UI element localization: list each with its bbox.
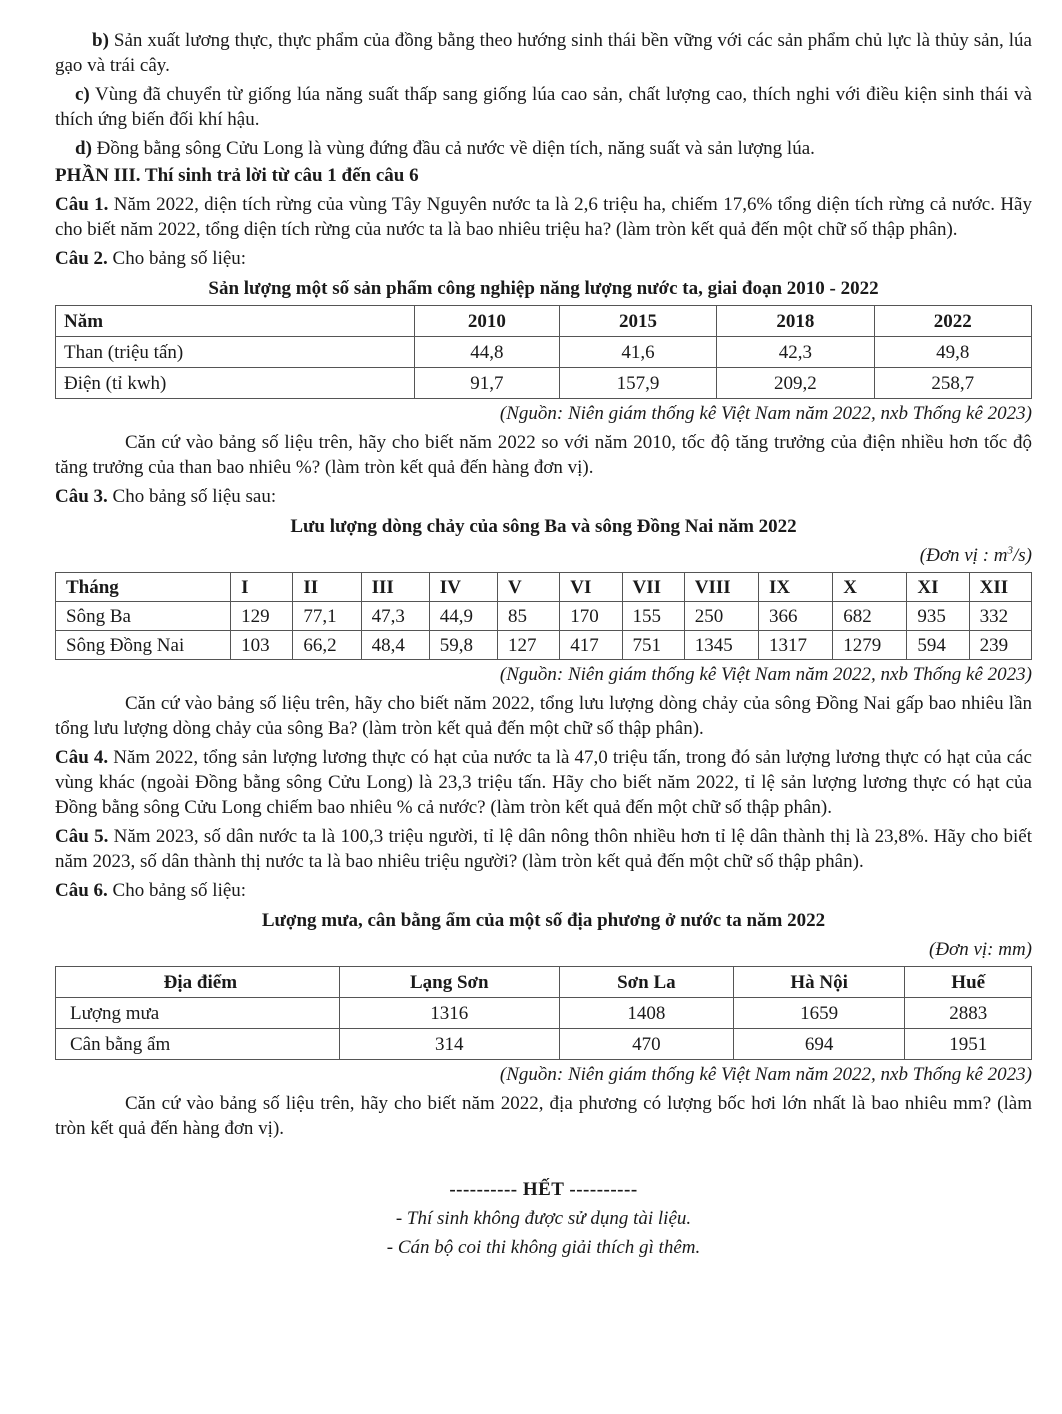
- footer-note: - Cán bộ coi thi không giải thích gì thêm.: [386, 1237, 701, 1258]
- question-6-text: Cho bảng số liệu:: [107, 880, 247, 901]
- table-cell: 366: [758, 602, 832, 631]
- table-6-title: Lượng mưa, cân bằng ẩm của một số địa phương ở nước ta năm 2022: [261, 910, 826, 931]
- table-cell: 66,2: [293, 631, 361, 660]
- table-cell: 41,6: [559, 337, 716, 368]
- table-cell: Sông Đồng Nai: [56, 631, 231, 660]
- table-cell: 2022: [874, 306, 1031, 337]
- table-row: [56, 602, 1032, 631]
- table-cell: II: [293, 573, 361, 602]
- rainfall-table: [55, 966, 1032, 1060]
- table-cell: Sông Ba: [56, 602, 231, 631]
- table-cell: 1316: [339, 998, 559, 1029]
- table-cell: 694: [733, 1029, 905, 1060]
- table-cell: 751: [622, 631, 684, 660]
- table-cell: 470: [559, 1029, 733, 1060]
- statement-d-label: d): [75, 138, 92, 159]
- question-1-text: Năm 2022, diện tích rừng của vùng Tây Nguyên nước ta là 2,6 triệu ha, chiếm 17,6% tổng diện tích rừng cả nước. Hãy cho biết năm 2022, tổng diện tích rừng của nước ta là bao nhiêu triệu ha? (làm tròn kết quả đến một chữ số thập phân).: [55, 194, 1032, 240]
- table-row: [56, 1029, 1032, 1060]
- table-cell: 157,9: [559, 368, 716, 399]
- table-cell: 1408: [559, 998, 733, 1029]
- question-4-label: Câu 4.: [55, 747, 109, 768]
- table-cell: Tháng: [56, 573, 231, 602]
- table-header-row: [56, 573, 1032, 602]
- table-cell: 59,8: [429, 631, 497, 660]
- table-cell: 258,7: [874, 368, 1031, 399]
- table-header-row: [56, 306, 1032, 337]
- question-5: [55, 824, 1032, 874]
- table-2-title: Sản lượng một số sản phẩm công nghiệp năng lượng nước ta, giai đoạn 2010 - 2022: [208, 278, 879, 299]
- table-row: [56, 368, 1032, 399]
- table-cell: X: [833, 573, 907, 602]
- question-2-label: Câu 2.: [55, 248, 108, 269]
- table-cell: 48,4: [361, 631, 429, 660]
- question-5-text: Năm 2023, số dân nước ta là 100,3 triệu người, tỉ lệ dân nông thôn nhiều hơn tỉ lệ dân thành thị là 23,8%. Hãy cho biết năm 2023, số dân thành thị nước ta là bao nhiêu triệu người? (làm tròn kết quả đến một chữ số thập phân).: [55, 826, 1032, 872]
- table-cell: 314: [339, 1029, 559, 1060]
- table-6-unit: (Đơn vị: mm): [929, 939, 1032, 960]
- statement-d: [55, 136, 1032, 161]
- statement-c-label: c): [75, 84, 90, 105]
- question-2: [55, 246, 1032, 271]
- table-cell: IX: [758, 573, 832, 602]
- table-cell: 209,2: [717, 368, 874, 399]
- river-flow-table: [55, 572, 1032, 660]
- table-3-title: Lưu lượng dòng chảy của sông Ba và sông Đồng Nai năm 2022: [290, 516, 797, 537]
- table-cell: VII: [622, 573, 684, 602]
- question-3-prompt: Căn cứ vào bảng số liệu trên, hãy cho biết năm 2022, tổng lưu lượng dòng chảy của sông Đồng Nai gấp bao nhiêu lần tổng lưu lượng dòng chảy của sông Ba? (làm tròn kết quả đến một chữ số thập phân).: [55, 693, 1032, 739]
- table-row: [56, 337, 1032, 368]
- question-6-label: Câu 6.: [55, 880, 108, 901]
- question-1-label: Câu 1.: [55, 194, 109, 215]
- question-4-text: Năm 2022, tổng sản lượng lương thực có hạt của nước ta là 47,0 triệu tấn, trong đó sản lượng lương thực có hạt của các vùng khác (ngoài Đồng bằng sông Cửu Long) là 23,3 triệu tấn. Hãy cho biết năm 2022, tỉ lệ sản lượng lương thực có hạt của Đồng bằng sông Cửu Long chiếm bao nhiêu % cả nước? (làm tròn kết quả đến một chữ số thập phân).: [55, 747, 1032, 818]
- question-6-prompt: Căn cứ vào bảng số liệu trên, hãy cho biết năm 2022, địa phương có lượng bốc hơi lớn nhất là bao nhiêu mm? (làm tròn kết quả đến hàng đơn vị).: [55, 1093, 1032, 1139]
- table-cell: 42,3: [717, 337, 874, 368]
- table-cell: 44,9: [429, 602, 497, 631]
- table-cell: 1659: [733, 998, 905, 1029]
- table-6-source: (Nguồn: Niên giám thống kê Việt Nam năm 2022, nxb Thống kê 2023): [499, 1064, 1032, 1085]
- table-cell: 594: [907, 631, 969, 660]
- unit-prefix: (Đơn vị : m: [919, 545, 1008, 566]
- energy-table: [55, 305, 1032, 399]
- question-2-text: Cho bảng số liệu:: [107, 248, 247, 269]
- table-cell: 1279: [833, 631, 907, 660]
- table-cell: 170: [560, 602, 622, 631]
- table-cell: Than (triệu tấn): [56, 337, 415, 368]
- question-5-label: Câu 5.: [55, 826, 109, 847]
- question-2-prompt: Căn cứ vào bảng số liệu trên, hãy cho biết năm 2022 so với năm 2010, tốc độ tăng trưởng của điện nhiều hơn tốc độ tăng trưởng của than bao nhiêu %? (làm tròn kết quả đến hàng đơn vị).: [55, 432, 1032, 478]
- table-cell: 1317: [758, 631, 832, 660]
- table-cell: 2010: [414, 306, 559, 337]
- statement-b-label: b): [92, 30, 109, 51]
- table-row: [56, 998, 1032, 1029]
- question-6: [55, 878, 1032, 903]
- table-cell: Điện (tỉ kwh): [56, 368, 415, 399]
- table-cell: 2018: [717, 306, 874, 337]
- table-cell: 127: [498, 631, 560, 660]
- table-cell: 2883: [905, 998, 1032, 1029]
- question-3-text: Cho bảng số liệu sau:: [107, 486, 277, 507]
- table-header-row: [56, 967, 1032, 998]
- statement-b-text: Sản xuất lương thực, thực phẩm của đồng bằng theo hướng sinh thái bền vững với các sản phẩm chủ lực là thủy sản, lúa gạo và trái cây.: [55, 30, 1032, 76]
- end-mark: ---------- HẾT ----------: [449, 1179, 638, 1200]
- table-cell: 250: [684, 602, 758, 631]
- question-3: [55, 484, 1032, 509]
- table-cell: 103: [231, 631, 293, 660]
- table-row: [56, 631, 1032, 660]
- table-cell: 49,8: [874, 337, 1031, 368]
- table-cell: 129: [231, 602, 293, 631]
- question-4: [55, 745, 1032, 820]
- table-cell: 239: [969, 631, 1031, 660]
- table-cell: Huế: [905, 967, 1032, 998]
- question-1: [55, 192, 1032, 242]
- table-cell: Năm: [56, 306, 415, 337]
- table-cell: 91,7: [414, 368, 559, 399]
- table-cell: III: [361, 573, 429, 602]
- table-3-source: (Nguồn: Niên giám thống kê Việt Nam năm 2022, nxb Thống kê 2023): [499, 664, 1032, 685]
- table-cell: XI: [907, 573, 969, 602]
- table-cell: 935: [907, 602, 969, 631]
- table-cell: Sơn La: [559, 967, 733, 998]
- statement-c-text: Vùng đã chuyển từ giống lúa năng suất thấp sang giống lúa cao sản, chất lượng cao, thích nghi với điều kiện sinh thái và thích ứng biến đối khí hậu.: [55, 84, 1032, 130]
- table-cell: 417: [560, 631, 622, 660]
- table-cell: Cân bằng ẩm: [56, 1029, 340, 1060]
- table-cell: V: [498, 573, 560, 602]
- question-3-label: Câu 3.: [55, 486, 108, 507]
- unit-suffix: /s): [1013, 545, 1032, 566]
- table-cell: 44,8: [414, 337, 559, 368]
- table-cell: 85: [498, 602, 560, 631]
- table-cell: VIII: [684, 573, 758, 602]
- table-cell: Lạng Sơn: [339, 967, 559, 998]
- table-cell: Lượng mưa: [56, 998, 340, 1029]
- statement-c: [55, 82, 1032, 132]
- table-2-source: (Nguồn: Niên giám thống kê Việt Nam năm 2022, nxb Thống kê 2023): [499, 403, 1032, 424]
- unit-superscript: 3: [1007, 544, 1013, 557]
- table-cell: 155: [622, 602, 684, 631]
- table-3-unit: [55, 543, 1032, 568]
- table-cell: IV: [429, 573, 497, 602]
- table-cell: 77,1: [293, 602, 361, 631]
- statement-d-text: Đồng bằng sông Cửu Long là vùng đứng đầu cả nước về diện tích, năng suất và sản lượng lúa.: [91, 138, 815, 159]
- table-cell: 47,3: [361, 602, 429, 631]
- footer-note: - Thí sinh không được sử dụng tài liệu.: [395, 1208, 692, 1229]
- table-cell: 1951: [905, 1029, 1032, 1060]
- table-cell: VI: [560, 573, 622, 602]
- table-cell: 1345: [684, 631, 758, 660]
- table-cell: Địa điểm: [56, 967, 340, 998]
- table-cell: XII: [969, 573, 1031, 602]
- table-cell: 332: [969, 602, 1031, 631]
- statement-b: [55, 28, 1032, 78]
- table-cell: 2015: [559, 306, 716, 337]
- part3-heading: PHẦN III. Thí sinh trả lời từ câu 1 đến câu 6: [55, 165, 419, 186]
- table-cell: I: [231, 573, 293, 602]
- table-cell: 682: [833, 602, 907, 631]
- table-cell: Hà Nội: [733, 967, 905, 998]
